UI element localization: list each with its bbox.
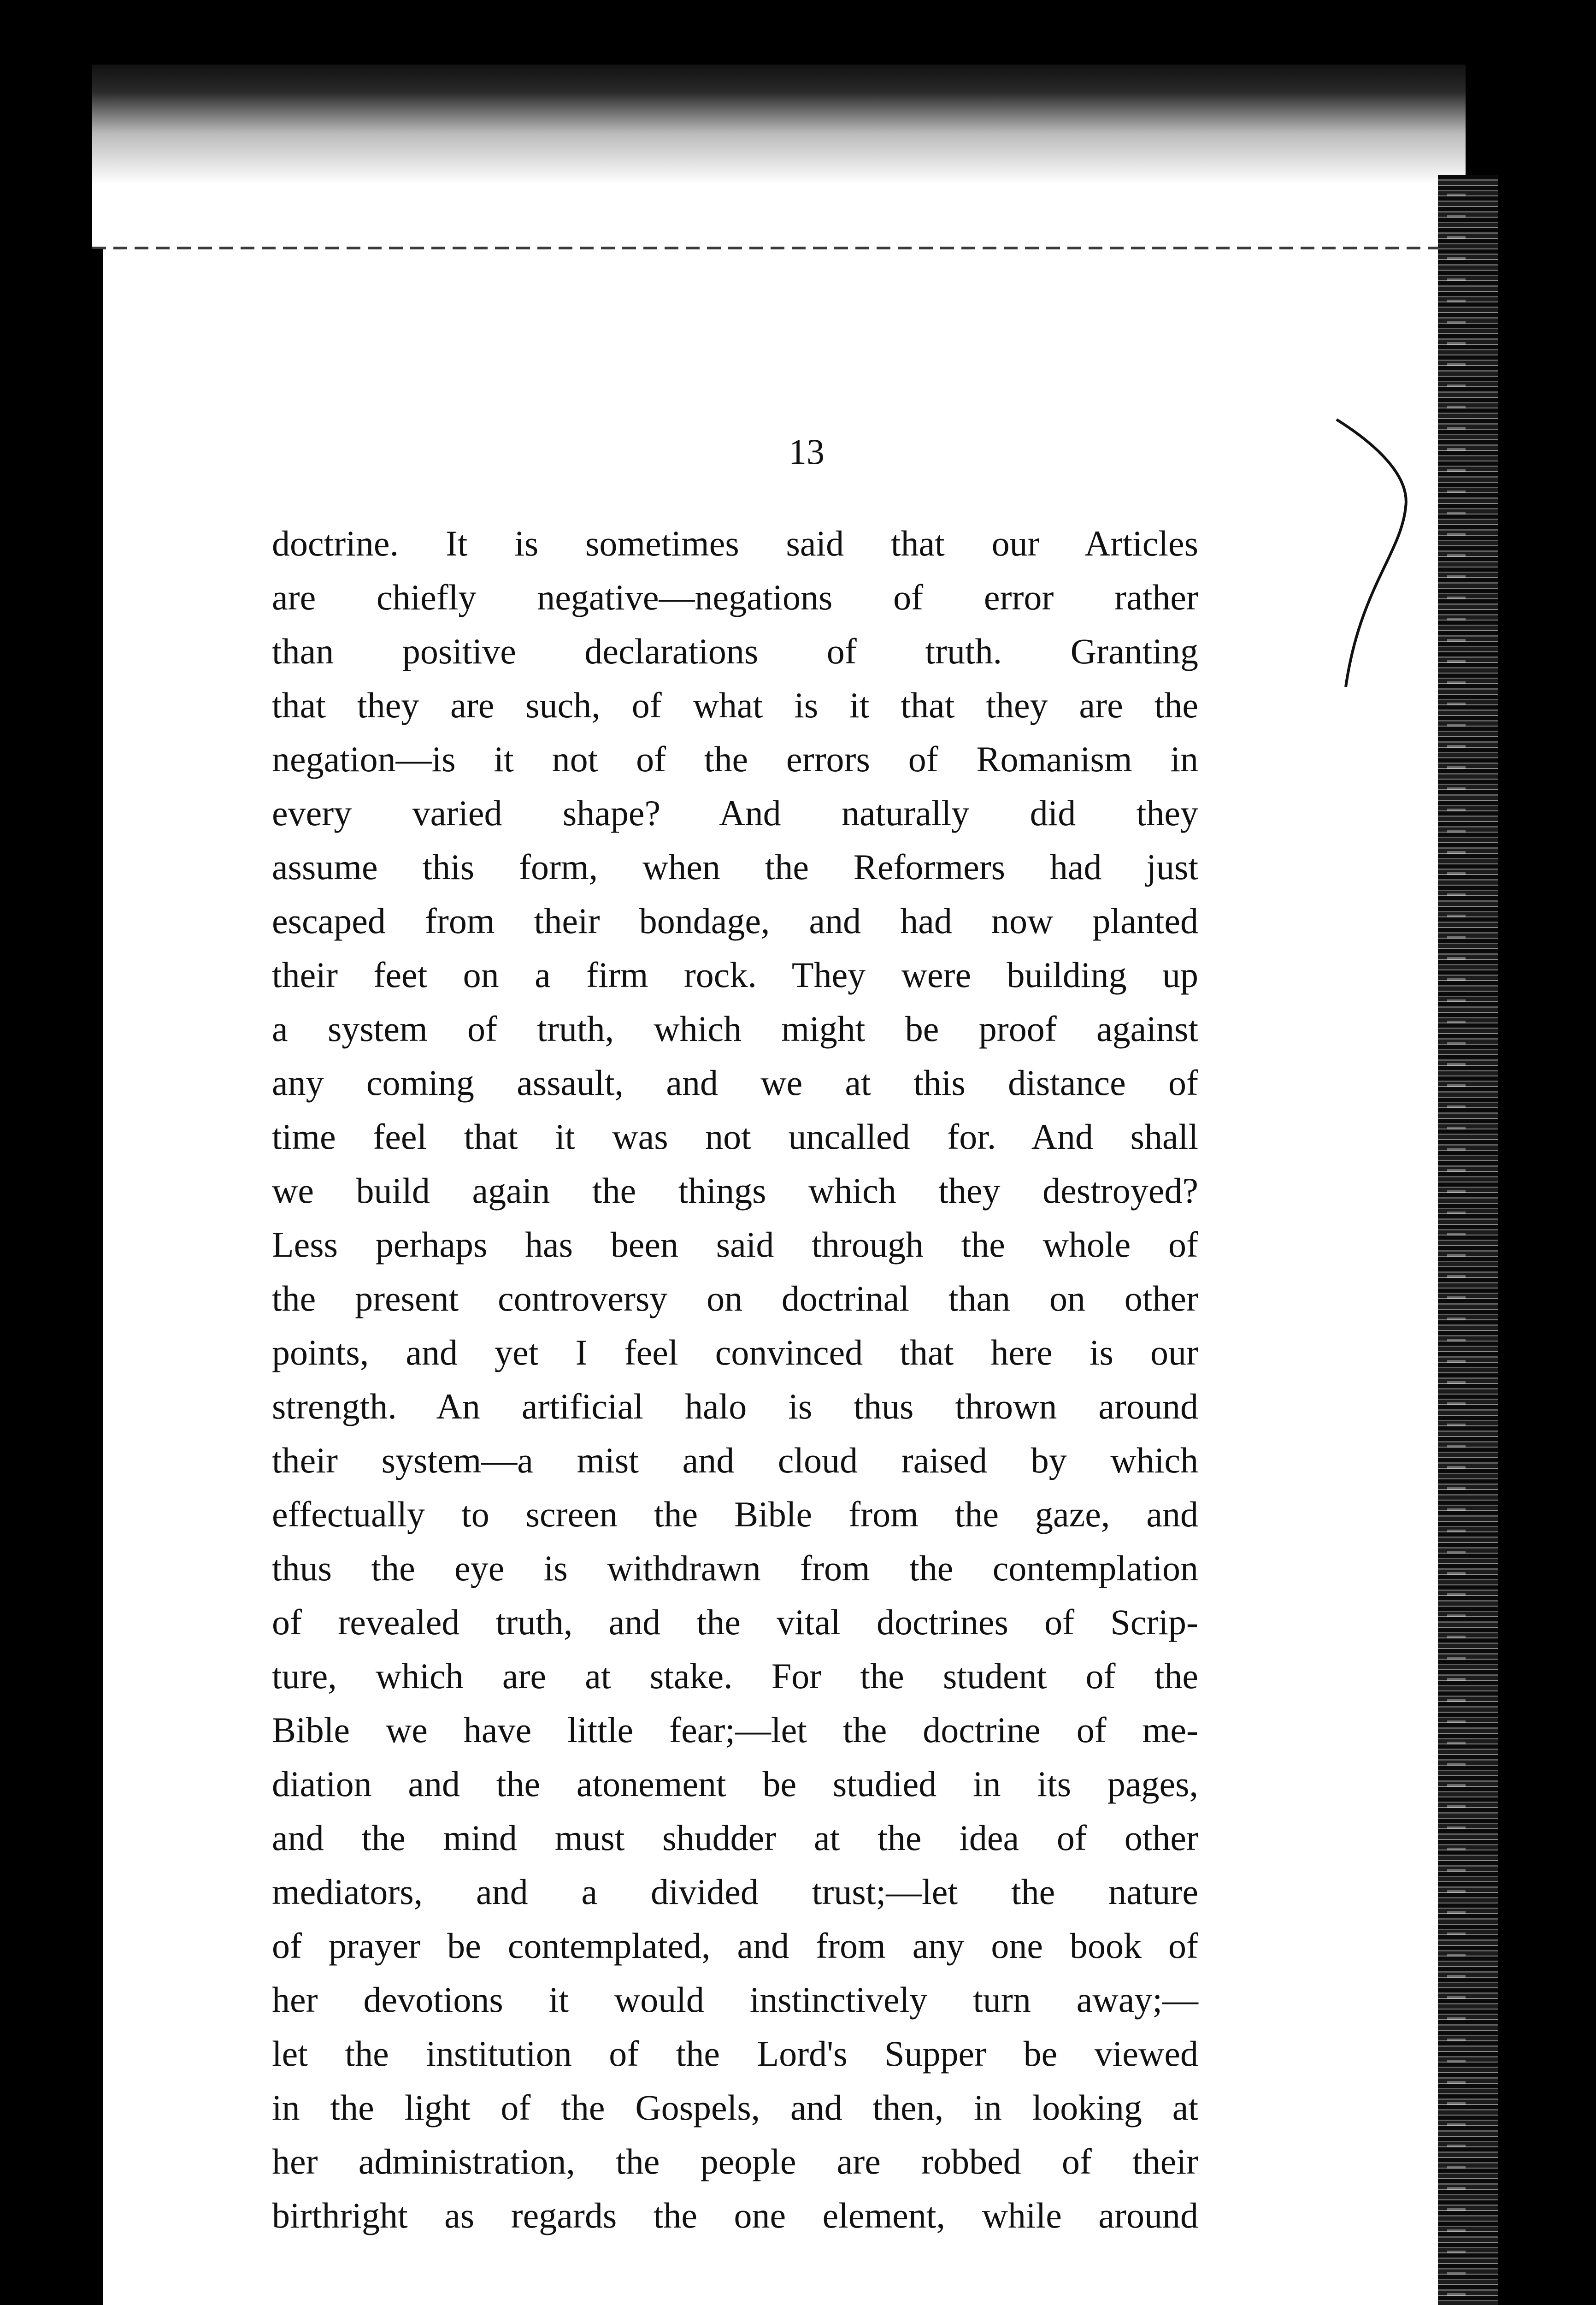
- text-line: that they are such, of what is it that they are the: [272, 685, 1198, 725]
- text-line: time feel that it was not uncalled for. And shall: [272, 1117, 1198, 1157]
- text-line: we build again the things which they destroyed?: [272, 1170, 1198, 1211]
- text-line: the present controversy on doctrinal than on other: [272, 1278, 1198, 1318]
- text-line: her devotions it would instinctively turn away;—: [272, 1980, 1198, 2020]
- text-line: a system of truth, which might be proof against: [272, 1009, 1198, 1049]
- text-line: escaped from their bondage, and had now planted: [272, 901, 1198, 941]
- text-line: any coming assault, and we at this distance of: [272, 1063, 1198, 1103]
- text-line: her administration, the people are robbed of their: [272, 2141, 1198, 2181]
- text-line: ture, which are at stake. For the student of the: [272, 1656, 1198, 1696]
- text-line: doctrine. It is sometimes said that our Articles: [272, 523, 1198, 563]
- left-page-edge: [92, 249, 103, 2305]
- text-line: and the mind must shudder at the idea of other: [272, 1818, 1198, 1858]
- text-line: are chiefly negative—negations of error rather: [272, 577, 1198, 617]
- text-line: mediators, and a divided trust;—let the nature: [272, 1872, 1198, 1912]
- text-line: negation—is it not of the errors of Romanism in: [272, 739, 1198, 779]
- book-page: [92, 65, 1479, 2305]
- text-line: Bible we have little fear;—let the doctrine of me-: [272, 1710, 1198, 1750]
- text-line: than positive declarations of truth. Granting: [272, 631, 1198, 671]
- book-spine-highlight: [1447, 175, 1466, 2305]
- margin-bracket-mark: [1332, 415, 1424, 701]
- text-line: every varied shape? And naturally did they: [272, 793, 1198, 833]
- page-number: 13: [789, 431, 825, 472]
- text-line: Less perhaps has been said through the whole of: [272, 1224, 1198, 1265]
- top-shadow: [92, 65, 1479, 189]
- text-line: strength. An artificial halo is thus thrown around: [272, 1386, 1198, 1426]
- text-line: birthright as regards the one element, while around: [272, 2195, 1198, 2235]
- text-line: of revealed truth, and the vital doctrines of Scrip-: [272, 1602, 1198, 1642]
- body-text: [272, 516, 1198, 2242]
- top-rule: [92, 247, 1479, 249]
- text-line: their feet on a firm rock. They were building up: [272, 955, 1198, 995]
- text-line: effectually to screen the Bible from the gaze, and: [272, 1494, 1198, 1534]
- text-line: of prayer be contemplated, and from any one book of: [272, 1926, 1198, 1966]
- text-line: diation and the atonement be studied in its pages,: [272, 1764, 1198, 1804]
- text-line: their system—a mist and cloud raised by which: [272, 1440, 1198, 1480]
- text-line: in the light of the Gospels, and then, in looking at: [272, 2087, 1198, 2128]
- text-line: let the institution of the Lord's Supper be viewed: [272, 2033, 1198, 2074]
- text-line: points, and yet I feel convinced that here is our: [272, 1332, 1198, 1372]
- text-line: assume this form, when the Reformers had just: [272, 847, 1198, 887]
- text-line: thus the eye is withdrawn from the contemplation: [272, 1548, 1198, 1588]
